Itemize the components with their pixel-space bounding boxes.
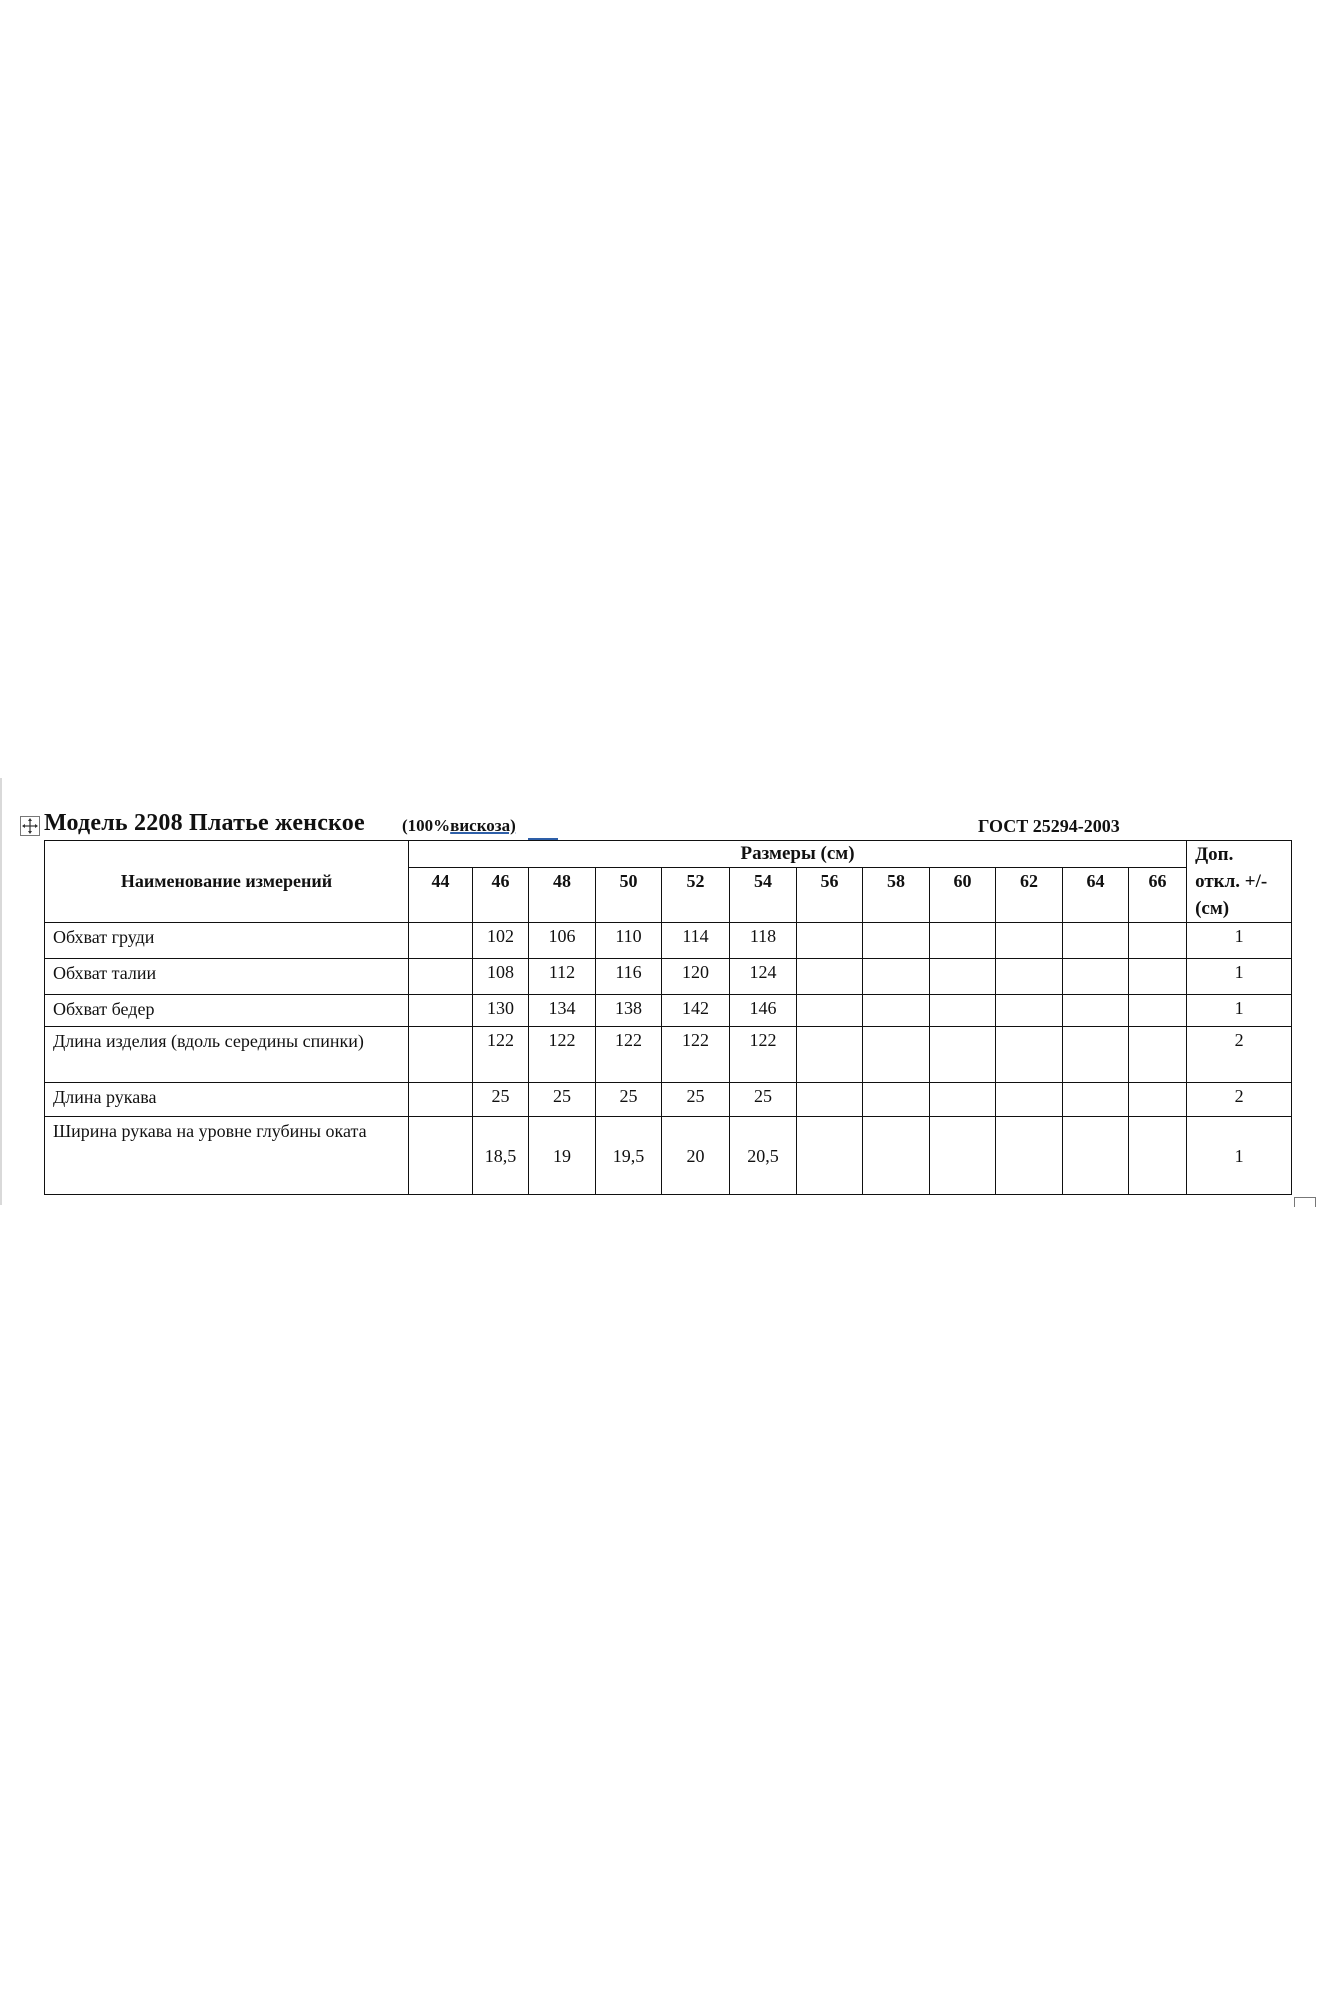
composition-fiber: вискоза): [450, 816, 516, 835]
measurement-value: 25: [596, 1083, 662, 1117]
measurement-value: [930, 1117, 996, 1195]
sizes-header: Размеры (см): [409, 841, 1187, 868]
tolerance-value: 1: [1187, 923, 1292, 959]
gost-standard: ГОСТ 25294-2003: [978, 816, 1120, 836]
measurement-value: 146: [730, 995, 797, 1027]
measurement-value: 134: [529, 995, 596, 1027]
measurement-value: [1129, 1083, 1187, 1117]
measurement-value: 102: [473, 923, 529, 959]
measurement-value: [1063, 1117, 1129, 1195]
measurement-value: 25: [662, 1083, 730, 1117]
fabric-composition: [402, 816, 516, 836]
size-header-cell: 66: [1129, 868, 1187, 923]
measurement-value: [930, 923, 996, 959]
table-body: [45, 923, 1292, 1195]
measurement-value: [409, 1117, 473, 1195]
size-header-cell: 46: [473, 868, 529, 923]
size-header-cell: 64: [1063, 868, 1129, 923]
measurement-value: 116: [596, 959, 662, 995]
size-header-cell: 50: [596, 868, 662, 923]
table-row: [45, 995, 1292, 1027]
measurement-value: [996, 1117, 1063, 1195]
measurement-label: Обхват талии: [45, 959, 409, 995]
measurement-value: 18,5: [473, 1117, 529, 1195]
size-header-cell: 60: [930, 868, 996, 923]
measurement-value: [409, 923, 473, 959]
measurement-value: 20,5: [730, 1117, 797, 1195]
tolerance-value: 1: [1187, 959, 1292, 995]
measurement-value: [1129, 1117, 1187, 1195]
tolerance-value: 1: [1187, 1117, 1292, 1195]
table-move-handle-icon[interactable]: [20, 816, 40, 836]
measurement-value: 122: [596, 1027, 662, 1083]
measurement-value: 122: [662, 1027, 730, 1083]
measurement-value: 110: [596, 923, 662, 959]
measurement-value: 122: [529, 1027, 596, 1083]
measurement-value: [996, 923, 1063, 959]
measurement-value: 122: [730, 1027, 797, 1083]
measurement-value: 120: [662, 959, 730, 995]
measurement-value: [1063, 1083, 1129, 1117]
measurement-value: 25: [730, 1083, 797, 1117]
table-row: [45, 1027, 1292, 1083]
size-header-cell: 58: [863, 868, 930, 923]
document-title-line: [44, 810, 1284, 840]
tolerance-header: [1187, 841, 1292, 923]
measurement-value: 108: [473, 959, 529, 995]
size-header-cell: 54: [730, 868, 797, 923]
measurement-value: 112: [529, 959, 596, 995]
measurement-value: [797, 1027, 863, 1083]
measurement-value: [1063, 1027, 1129, 1083]
measurement-value: [863, 1083, 930, 1117]
table-row: [45, 1117, 1292, 1195]
composition-prefix: (100%: [402, 816, 451, 835]
tolerance-header-line: Доп.: [1195, 844, 1234, 865]
tolerance-value: 2: [1187, 1083, 1292, 1117]
tolerance-header-line: откл. +/-: [1195, 871, 1268, 892]
measurement-value: [1129, 995, 1187, 1027]
measurement-value: 25: [473, 1083, 529, 1117]
page-corner-mark: [1294, 1197, 1316, 1207]
measurement-name-header: Наименование измерений: [45, 841, 409, 923]
measurement-value: [930, 959, 996, 995]
measurement-value: [797, 995, 863, 1027]
measurement-value: [1129, 959, 1187, 995]
measurement-value: [409, 959, 473, 995]
measurement-value: 106: [529, 923, 596, 959]
table-row: [45, 923, 1292, 959]
model-title: Модель 2208 Платье женское: [44, 810, 365, 836]
size-header-cell: 52: [662, 868, 730, 923]
measurement-value: [930, 995, 996, 1027]
measurement-value: 142: [662, 995, 730, 1027]
page-left-rule: [0, 778, 2, 1205]
measurement-value: 19,5: [596, 1117, 662, 1195]
header-row-1: [45, 841, 1292, 868]
measurement-value: [930, 1027, 996, 1083]
measurement-value: 122: [473, 1027, 529, 1083]
measurement-value: [863, 923, 930, 959]
measurement-value: 130: [473, 995, 529, 1027]
measurement-value: [863, 959, 930, 995]
measurement-value: [409, 1083, 473, 1117]
tolerance-value: 1: [1187, 995, 1292, 1027]
measurement-value: 25: [529, 1083, 596, 1117]
measurement-value: [863, 1117, 930, 1195]
measurement-value: 114: [662, 923, 730, 959]
measurement-value: 19: [529, 1117, 596, 1195]
table-row: [45, 1083, 1292, 1117]
measurement-value: [996, 959, 1063, 995]
measurement-value: [409, 1027, 473, 1083]
size-header-cell: 48: [529, 868, 596, 923]
measurement-value: [797, 1117, 863, 1195]
measurement-value: [863, 995, 930, 1027]
measurement-value: [1063, 959, 1129, 995]
measurement-label: Длина изделия (вдоль середины спинки): [45, 1027, 409, 1083]
measurement-value: 20: [662, 1117, 730, 1195]
measurement-value: [930, 1083, 996, 1117]
table-row: [45, 959, 1292, 995]
measurement-value: [409, 995, 473, 1027]
measurement-value: [996, 995, 1063, 1027]
measurement-label: Обхват груди: [45, 923, 409, 959]
measurement-value: [996, 1027, 1063, 1083]
measurement-value: 118: [730, 923, 797, 959]
measurement-label: Ширина рукава на уровне глубины оката: [45, 1117, 409, 1195]
measurement-value: [996, 1083, 1063, 1117]
measurement-value: [863, 1027, 930, 1083]
size-header-cell: 56: [797, 868, 863, 923]
tolerance-header-line: (см): [1195, 898, 1230, 919]
measurement-value: [1129, 1027, 1187, 1083]
size-chart-table: [44, 840, 1292, 1195]
tolerance-value: 2: [1187, 1027, 1292, 1083]
measurement-value: 124: [730, 959, 797, 995]
measurement-value: [1063, 923, 1129, 959]
measurement-label: Обхват бедер: [45, 995, 409, 1027]
measurement-label: Длина рукава: [45, 1083, 409, 1117]
measurement-value: 138: [596, 995, 662, 1027]
size-header-cell: 62: [996, 868, 1063, 923]
measurement-value: [797, 923, 863, 959]
measurement-value: [1063, 995, 1129, 1027]
measurement-value: [1129, 923, 1187, 959]
size-header-cell: 44: [409, 868, 473, 923]
measurement-value: [797, 1083, 863, 1117]
measurement-value: [797, 959, 863, 995]
